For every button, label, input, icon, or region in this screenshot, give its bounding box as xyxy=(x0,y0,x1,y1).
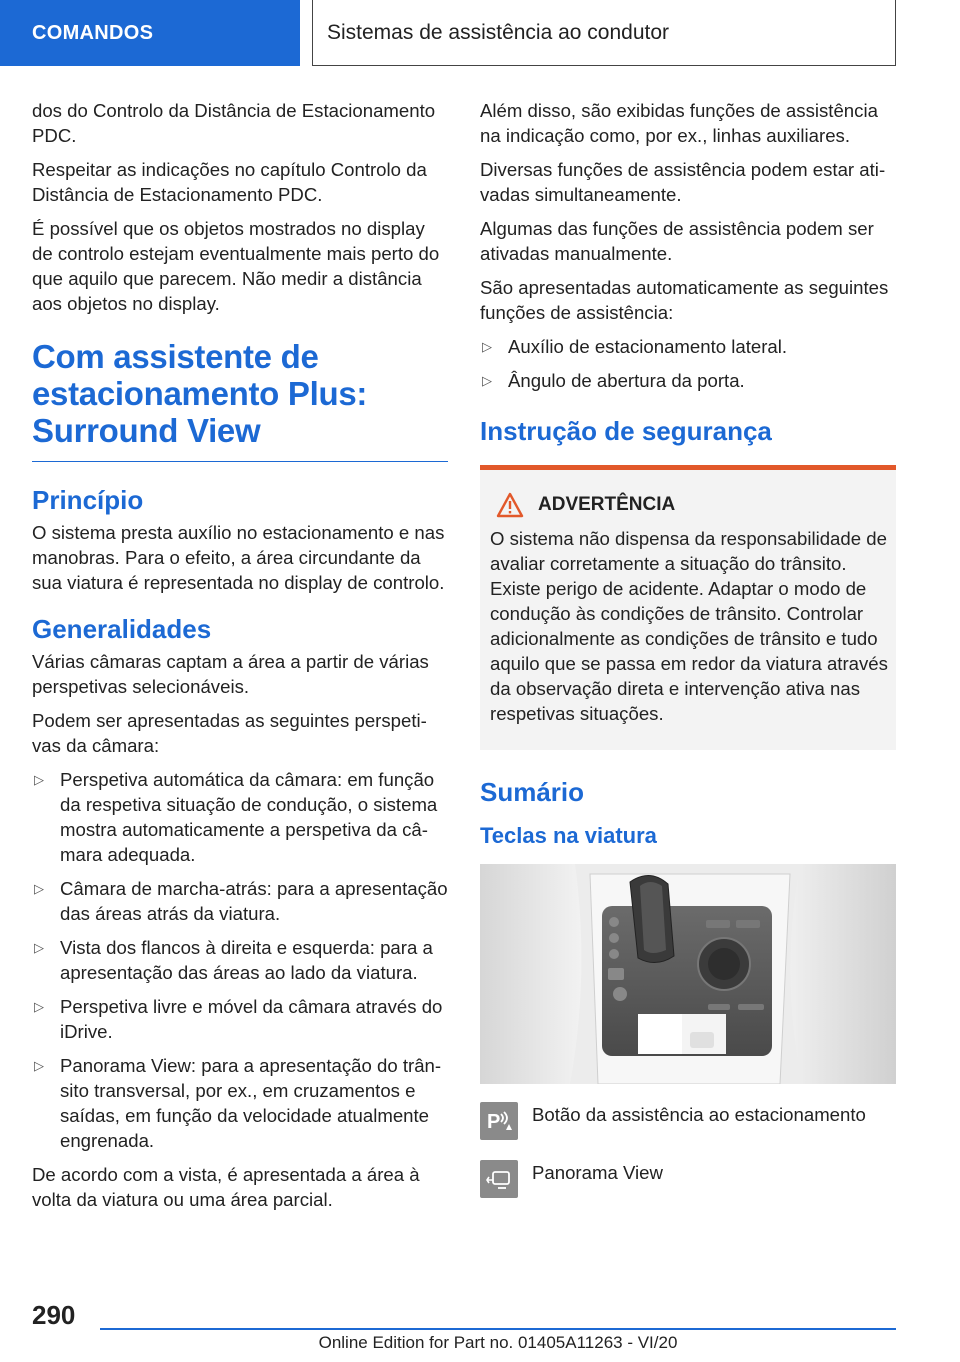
footer-edition: Online Edition for Part no. 01405A11263 - VI/20 xyxy=(318,1333,678,1352)
heading-principio: Princípio xyxy=(32,485,144,515)
list-item: ▷ Vista dos flancos à direita e esquerda: para a apresentação das áreas ao lado da viatura. xyxy=(34,937,433,983)
warning-title: ADVERTÊNCIA xyxy=(538,494,676,515)
heading-seguranca: Instrução de segurança xyxy=(480,416,772,446)
paragraph: É possível que os objetos mostrados no display de controlo estejam eventualmente mais perto do que aquilo que parecem. Não medir a distância aos objetos no display. xyxy=(32,218,440,314)
triangle-bullet-icon: ▷ xyxy=(34,999,44,1014)
paragraph: dos do Controlo da Distância de Estacionamento PDC. xyxy=(32,100,436,146)
list-item: ▷ Panorama View: para a apresentação do trânsito transversal, por ex., em cruzamentos e saídas, em função da velocidade atualmente engrenada. xyxy=(34,1055,442,1151)
paragraph: São apresentadas automaticamente as seguintes funções de assistência: xyxy=(480,277,889,323)
list-item: ▷ Câmara de marcha-atrás: para a apresentação das áreas atrás da viatura. xyxy=(34,878,448,924)
section-heading: Com assistente de estacionamento Plus: Surround View xyxy=(32,338,448,462)
paragraph: O sistema presta auxílio no estacionamento e nas manobras. Para o efeito, a área circundante da sua viatura é representada no display de controlo. xyxy=(32,522,445,593)
paragraph: Várias câmaras captam a área a partir de várias perspetivas selecionáveis. xyxy=(32,651,429,697)
triangle-bullet-icon: ▷ xyxy=(34,940,44,955)
footer-divider xyxy=(100,1328,896,1330)
warning-box xyxy=(480,465,896,750)
page-number: 290 xyxy=(32,1300,76,1330)
section-tab: COMANDOS xyxy=(0,0,300,66)
assist-function-list xyxy=(480,334,896,393)
list-item: ▷ Auxílio de estacionamento lateral. xyxy=(482,336,788,357)
triangle-bullet-icon: ▷ xyxy=(34,1058,44,1073)
key-label: Botão da assistência ao estacionamento xyxy=(532,1104,866,1125)
triangle-bullet-icon: ▷ xyxy=(34,772,44,787)
warning-triangle-icon xyxy=(496,492,524,518)
list-item: ▷ Ângulo de abertura da porta. xyxy=(482,370,745,391)
paragraph: Respeitar as indicações no capítulo Controlo da Distância de Estacionamento PDC. xyxy=(32,159,427,205)
paragraph: Diversas funções de assistência podem estar ativadas simultaneamente. xyxy=(480,159,886,205)
panorama-view-icon xyxy=(480,1160,518,1198)
key-label: Panorama View xyxy=(532,1162,663,1183)
warning-text: O sistema não dispensa da responsabilidade de avaliar corretamente a situação do trânsito. Existe perigo de acidente. Adaptar o modo de condução às condições de trânsito. Controlar adicionalmente as condições de trânsito e tudo aquilo que se passa em redor da viatura através da observação direta e intervenção ativa nas respetivas situações. xyxy=(490,528,888,724)
heading-generalidades: Generalidades xyxy=(32,614,212,644)
heading-sumario: Sumário xyxy=(480,777,585,807)
heading-teclas: Teclas na viatura xyxy=(480,823,657,848)
camera-perspective-list xyxy=(32,767,448,1153)
park-assist-icon xyxy=(480,1102,518,1140)
center-console-photo xyxy=(480,864,896,1084)
key-row-park-assist xyxy=(480,1102,896,1140)
left-column xyxy=(32,98,448,1221)
right-column xyxy=(480,98,896,1218)
triangle-bullet-icon: ▷ xyxy=(482,339,492,354)
key-row-panorama-view xyxy=(480,1160,896,1198)
paragraph: Algumas das funções de assistência podem ser ativadas manualmente. xyxy=(480,218,874,264)
chapter-title: Sistemas de assistência ao condutor xyxy=(312,0,896,66)
warning-header xyxy=(486,492,888,518)
paragraph: De acordo com a vista, é apresentada a área à volta da viatura ou uma área parcial. xyxy=(32,1164,420,1210)
paragraph: Além disso, são exibidas funções de assistência na indicação como, por ex., linhas auxiliares. xyxy=(480,100,878,146)
triangle-bullet-icon: ▷ xyxy=(482,373,492,388)
svg-text:P: P xyxy=(487,1111,501,1133)
list-item: ▷ Perspetiva livre e móvel da câmara através do iDrive. xyxy=(34,996,443,1042)
paragraph: Podem ser apresentadas as seguintes perspetivas da câmara: xyxy=(32,710,427,756)
triangle-bullet-icon: ▷ xyxy=(34,881,44,896)
gear-selector-image xyxy=(480,864,896,1084)
list-item: ▷ Perspetiva automática da câmara: em função da respetiva situação de condução, o sistema mostra automaticamente a perspetiva da câmara adequada. xyxy=(34,769,438,865)
